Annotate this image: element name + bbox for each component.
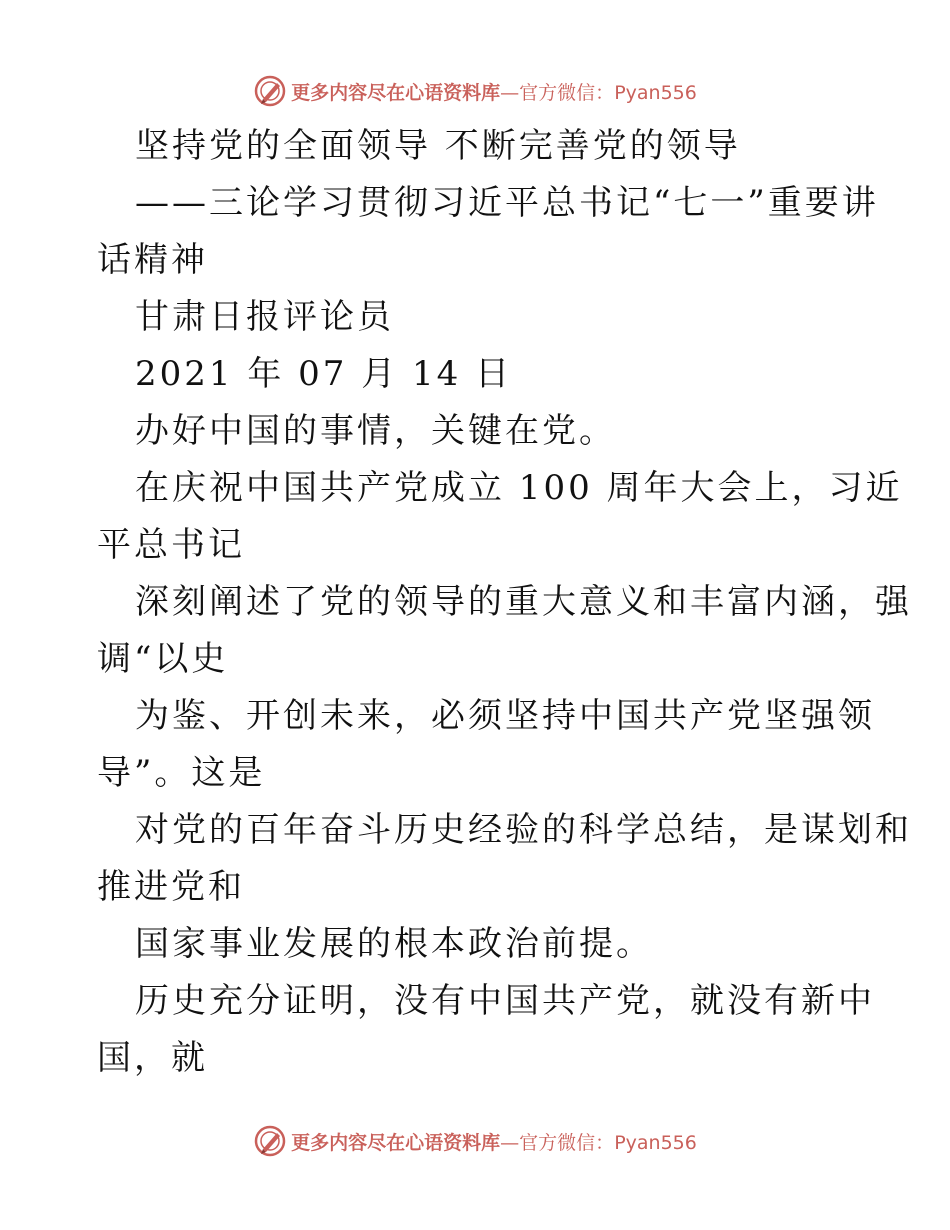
- header-watermark: [0, 71, 950, 111]
- text-line: 推进党和: [97, 867, 245, 907]
- text-line: 在庆祝中国共产党成立 100 周年大会上，习近: [135, 468, 903, 508]
- text-line: 深刻阐述了党的领导的重大意义和丰富内涵，强: [135, 582, 912, 622]
- text-line: 坚持党的全面领导 不断完善党的领导: [135, 126, 741, 166]
- text-line: ——三论学习贯彻习近平总书记“七一”重要讲: [135, 183, 879, 223]
- text-line: 国，就: [97, 1038, 208, 1078]
- text-line: 历史充分证明，没有中国共产党，就没有新中: [135, 981, 875, 1021]
- footer-watermark: [0, 1121, 950, 1161]
- text-line: 对党的百年奋斗历史经验的科学总结，是谋划和: [135, 810, 912, 850]
- text-line: 平总书记: [97, 525, 245, 565]
- watermark-text: 更多内容尽在心语资料库—官方微信：Pyan556: [291, 81, 697, 104]
- text-line: 国家事业发展的根本政治前提。: [135, 924, 653, 964]
- document-body: [97, 118, 912, 1087]
- text-line: 导”。这是: [97, 753, 266, 793]
- text-line: 甘肃日报评论员: [135, 297, 394, 337]
- pen-logo-icon: [253, 74, 287, 108]
- text-line: 调“以史: [97, 639, 229, 679]
- watermark-text: 更多内容尽在心语资料库—官方微信：Pyan556: [291, 1131, 697, 1154]
- text-line: 话精神: [97, 240, 208, 280]
- text-line: 2021 年 07 月 14 日: [135, 354, 513, 394]
- text-line: 为鉴、开创未来，必须坚持中国共产党坚强领: [135, 696, 875, 736]
- pen-logo-icon: [253, 1124, 287, 1158]
- text-line: 办好中国的事情，关键在党。: [135, 411, 616, 451]
